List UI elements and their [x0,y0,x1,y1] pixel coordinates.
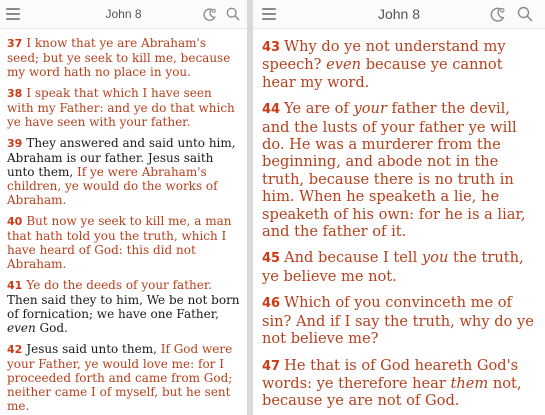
verse-46[interactable] [262,294,536,347]
chapter-title[interactable]: John 8 [377,6,421,22]
search-icon[interactable] [517,6,533,22]
verse-number: 41 [7,279,23,292]
verse-38[interactable] [7,86,240,129]
verse-text: not, because ye are not of God. [262,374,522,410]
verse-text: They answered and said unto him, Abraham is our father. Jesus saith unto them, [7,136,236,179]
verse-text: Ye do the deeds of your father. [26,278,213,292]
verse-44[interactable] [262,100,536,240]
verse-39[interactable] [7,136,240,207]
verse-42[interactable] [7,342,240,413]
verse-text: them [450,374,489,392]
verse-text: Ye are of [284,100,354,118]
verse-37[interactable] [7,36,240,79]
verse-text: your [353,100,387,118]
scripture-text [253,38,545,410]
verse-text: the truth, ye believe me not. [262,249,524,285]
verse-45[interactable] [262,249,536,285]
verse-43[interactable] [262,38,536,91]
verse-number: 46 [262,296,281,312]
night-mode-icon[interactable] [202,7,217,22]
verse-text: Which of you convinceth me of sin? And if I say the truth, why do ye not believe me? [262,294,534,348]
right-reader-pane [253,0,545,415]
verse-text: I know that ye are Abraham's seed; but ye seek to kill me, because my word hath no place in you. [7,36,231,79]
verse-text: Why do ye not understand my speech? [262,38,506,74]
verse-number: 47 [262,358,281,374]
chapter-title[interactable]: John 8 [105,7,142,21]
verse-text: I speak that which I have seen with my Father: and ye do that which ye have seen with your father. [7,86,235,129]
verse-number: 45 [262,251,281,267]
verse-47[interactable] [262,357,536,410]
verse-text: even [7,321,36,335]
verse-text: you [421,249,449,267]
search-icon[interactable] [226,7,240,21]
verse-number: 38 [7,87,23,100]
verse-text: He that is of God heareth God's words: ye therefore hear [262,356,519,392]
verse-text: God. [35,321,68,335]
verse-text: And because I tell [284,249,422,267]
verse-text: father the devil, and the lusts of your father ye will do. He was a murderer from the beginning, and abode not in the truth, because there is no truth in him. When he speaketh a lie, he speaketh of his own: for he is a liar, and the father of it. [262,100,526,241]
verse-number: 37 [7,37,23,50]
verse-number: 39 [7,137,23,150]
verse-number: 44 [262,102,281,118]
scripture-text [0,36,247,413]
header-bar [0,0,247,29]
left-reader-pane [0,0,247,415]
verse-text: because ye cannot hear my word. [262,56,503,91]
verse-41[interactable] [7,278,240,335]
header-bar [253,0,545,29]
verse-text: even [326,56,362,74]
verse-40[interactable] [7,214,240,271]
verse-text: But now ye seek to kill me, a man that hath told you the truth, which I have heard of God: this did not Abraham. [7,214,232,271]
verse-number: 42 [7,343,23,356]
verse-number: 40 [7,215,23,228]
verse-text: If God were your Father, ye would love me: for I proceeded forth and came from God; neither came I of myself, but he sent me. [7,342,233,413]
verse-text: If ye were Abraham's children, ye would do the works of Abraham. [7,165,218,207]
night-mode-icon[interactable] [489,6,506,23]
verse-text: Then said they to him, We be not born of fornication; we have one Father, [7,293,240,321]
verse-number: 43 [262,40,281,55]
verse-text: Jesus said unto them, [26,342,161,356]
